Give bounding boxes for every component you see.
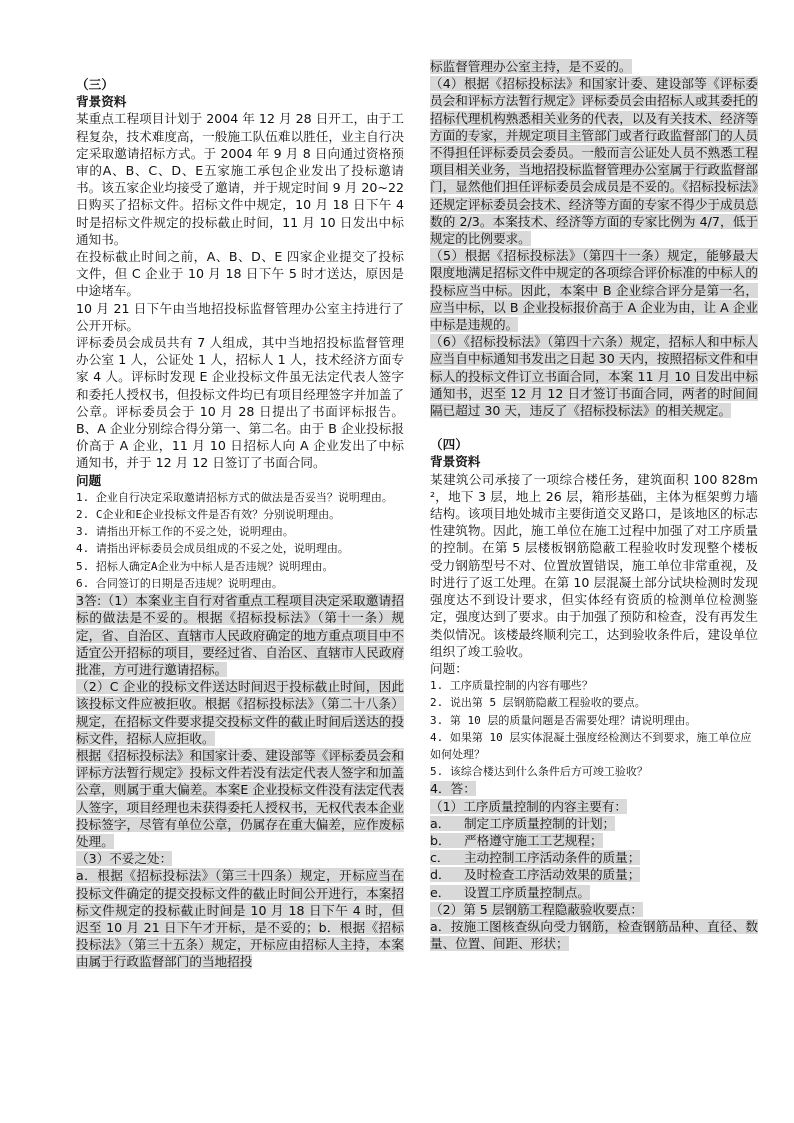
answer-item-tag: a．: [430, 815, 451, 831]
section-3-question: 4. 请指出评标委员会成员组成的不妥之处，说明理由。: [76, 542, 349, 556]
section-3-question: 3. 请指出开标工作的不妥之处，说明理由。: [76, 525, 294, 539]
section-4-title: （四）: [430, 437, 468, 453]
section-4-answer-subheading: （2）第 5 层钢筋工程隐蔽验收要点：: [430, 901, 643, 917]
section-3-answer: 根据《招标投标法》和国家计委、建设部等《评标委员会和评标方法暂行规定》投标文件若没有法定代表人签字和加盖公章，则属于重大偏差。本案E 企业投标文件没有法定代表人签字，项目经理也未获得委托人授权书，无权代表本企业投标签字，尽管有单位公章，仍属存在重大偏差，应作废标处理。: [76, 747, 404, 849]
right-column: [430, 58, 758, 952]
section-3-answer: （5）根据《招标投标法》（第四十一条）规定，能够最大限度地满足招标文件中规定的各项综合评价标准的中标人的投标应当中标。因此，本案中 B 企业综合评分是第一名，应当中标，以 B 企业投标报价高于 A 企业为由，让 A 企业中标是违规的。: [430, 248, 758, 333]
section-3-bg-paragraph: 10 月 21 日下午由当地招投标监督管理办公室主持进行了公开开标。: [76, 300, 404, 333]
section-3-question: 1. 企业自行决定采取邀请招标方式的做法是否妥当？说明理由。: [76, 490, 393, 504]
answer-item-tag: b．: [430, 832, 451, 848]
answer-item-tag: e．: [430, 884, 451, 900]
section-3-answer: 标监督管理办公室主持，是不妥的。: [430, 59, 632, 74]
section-4-answer-heading: 4．答：: [430, 781, 476, 797]
section-4-bg-paragraph: 某建筑公司承接了一项综合楼任务，建筑面积 100 828m²，地下 3 层，地上 26 层，箱形基础，主体为框架剪力墙结构。该项目地处城市主要街道交叉路口，是该地区的标志性建筑物。因此，施工单位在施工过程中加强了对工序质量的控制。在第 5 层楼板钢筋隐蔽工程验收时发现整个楼板受力钢筋型号不对、位置放置错误，施工单位非常重视，及时进行了返工处理。在第 10 层混凝土部分试块检测时发现强度达不到设计要求，但实体经有资质的检测单位检测鉴定，强度达到了要求。由于加强了预防和检查，没有再发生类似情况。该楼最终顺利完工，达到验收条件后，建设单位组织了竣工验收。: [430, 471, 758, 659]
answer-item-text: 设置工序质量控制点。: [464, 884, 590, 900]
section-4-question: 1. 工序质量控制的内容有哪些？: [430, 679, 593, 693]
section-4-answer: a．按施工图核查纵向受力钢筋，检查钢筋品种、直径、数量、位置、间距、形状；: [430, 918, 758, 952]
section-3-title: （三）: [76, 77, 114, 92]
section-3-bg-paragraph: 某重点工程项目计划于 2004 年 12 月 28 日开工，由于工程复杂，技术难度高，一般施工队伍难以胜任，业主自行决定采取邀请招标方式。于 2004 年 9 月 8 日向通过资格预审的A、B、C、D、E五家施工承包企业发出了投标邀请书。该五家企业均接受了邀请，并于规定时间 9 月 20~22 日购买了招标文件。招标文件中规定，10 月 18 日下午 4 时是招标文件规定的投标截止时间，11 月 10 日发出中标通知书。: [76, 111, 404, 247]
section-4-question: 3. 第 10 层的质量问题是否需要处理？请说明理由。: [430, 713, 697, 727]
section-3-answer: （4）根据《招标投标法》和国家计委、建设部等《评标委员会和评标方法暂行规定》评标委员会由招标人或其委托的招标代理机构熟悉相关业务的代表，以及有关技术、经济等方面的专家，并规定项目主管部门或者行政监督部门的人员不得担任评标委员会委员。一般而言公证处人员不熟悉工程项目相关业务，当地招投标监督管理办公室属于行政监督部门，显然他们担任评标委员会成员是不妥的。《招标投标法》还规定评标委员会技术、经济等方面的专家不得少于成员总数的 2/3。本案技术、经济等方面的专家比例为 4/7，低于规定的比例要求。: [430, 76, 758, 247]
section-4-questions-heading: 问题：: [430, 660, 468, 676]
section-spacer: [430, 419, 758, 436]
section-3-background-heading: 背景资料: [76, 94, 127, 110]
answer-item-text: 主动控制工序活动条件的质量；: [464, 850, 641, 866]
section-4-question: 4. 如果第 10 层实体混凝土强度经检测达不到要求，施工单位应如何处理？: [430, 730, 752, 761]
section-3-answer: 3答:（1）本案业主自行对省重点工程项目决定采取邀请招标的做法是不妥的。根据《招标投标法》（第十一条）规定，省、自治区、直辖市人民政府确定的地方重点项目中不适宜公开招标的项目，要经过省、自治区、直辖市人民政府批准，方可进行邀请招标。: [76, 593, 404, 677]
section-3-questions-heading: 问题: [76, 472, 102, 488]
section-3-answer: （3）不妥之处：: [76, 851, 173, 867]
answer-item-text: 严格遵守施工工艺规程；: [464, 832, 603, 848]
section-4-background-heading: 背景资料: [430, 454, 481, 470]
section-3-question: 6. 合同签订的日期是否违规？说明理由。: [76, 576, 283, 590]
section-4-answer-subheading: （1）工序质量控制的内容主要有：: [430, 798, 627, 814]
section-3-answer: a．根据《招标投标法》（第三十四条）规定，开标应当在投标文件确定的提交投标文件的截止时间公开进行，本案招标文件规定的投标截止时间是 10 月 18 日下午 4 时，但迟至 10 月 21 日下午才开标，是不妥的；b．根据《招标投标法》（第三十五条）规定，开标应由招标人主持，本案由属于行政监督部门的当地招投: [76, 868, 404, 970]
section-3-question: 2. C企业和E企业投标文件是否有效？分别说明理由。: [76, 508, 341, 522]
answer-item-text: 制定工序质量控制的计划；: [464, 815, 616, 831]
section-4-question: 2. 说出第 5 层钢筋隐蔽工程验收的要点。: [430, 696, 646, 710]
answer-item-tag: c．: [430, 850, 450, 866]
section-4-question: 5. 该综合楼达到什么条件后方可竣工验收？: [430, 765, 648, 779]
section-3-answer: （6）《招标投标法》（第四十六条）规定，招标人和中标人应当自中标通知书发出之日起 30 天内，按照招标文件和中标人的投标文件订立书面合同，本案 11 月 10 日发出中标通知书，迟至 12 月 12 日才签订书面合同，两者的时间间隔已超过 30 天，违反了《招标投标法》的相关规定。: [430, 334, 758, 419]
section-3-bg-paragraph: 评标委员会成员共有 7 人组成，其中当地招投标监督管理办公室 1 人，公证处 1 人，招标人 1 人，技术经济方面专家 4 人。评标时发现 E 企业投标文件虽无法定代表人签字和委托人授权书，但投标文件均已有项目经理签字并加盖了公章。评标委员会于 10 月 28 日提出了书面评标报告。B、A 企业分别综合得分第一、第二名。由于 B 企业投标报价高于 A 企业，11 月 10 日招标人向 A 企业发出了中标通知书，并于 12 月 12 日签订了书面合同。: [76, 335, 404, 471]
left-column: [76, 76, 404, 971]
section-3-answer: （2）C 企业的投标文件送达时间迟于投标截止时间，因此该投标文件应被拒收。根据《招标投标法》（第二十八条）规定，在招标文件要求提交投标文件的截止时间后送达的投标文件，招标人应拒收。: [76, 679, 404, 746]
answer-item-text: 及时检查工序活动效果的质量；: [464, 867, 641, 883]
section-3-question: 5. 招标人确定A企业为中标人是否违规？说明理由。: [76, 559, 334, 573]
answer-item-tag: d．: [430, 867, 451, 883]
section-3-bg-paragraph: 在投标截止时间之前，A、B、D、E 四家企业提交了投标文件，但 C 企业于 10 月 18 日下午 5 时才送达，原因是中途堵车。: [76, 249, 404, 299]
